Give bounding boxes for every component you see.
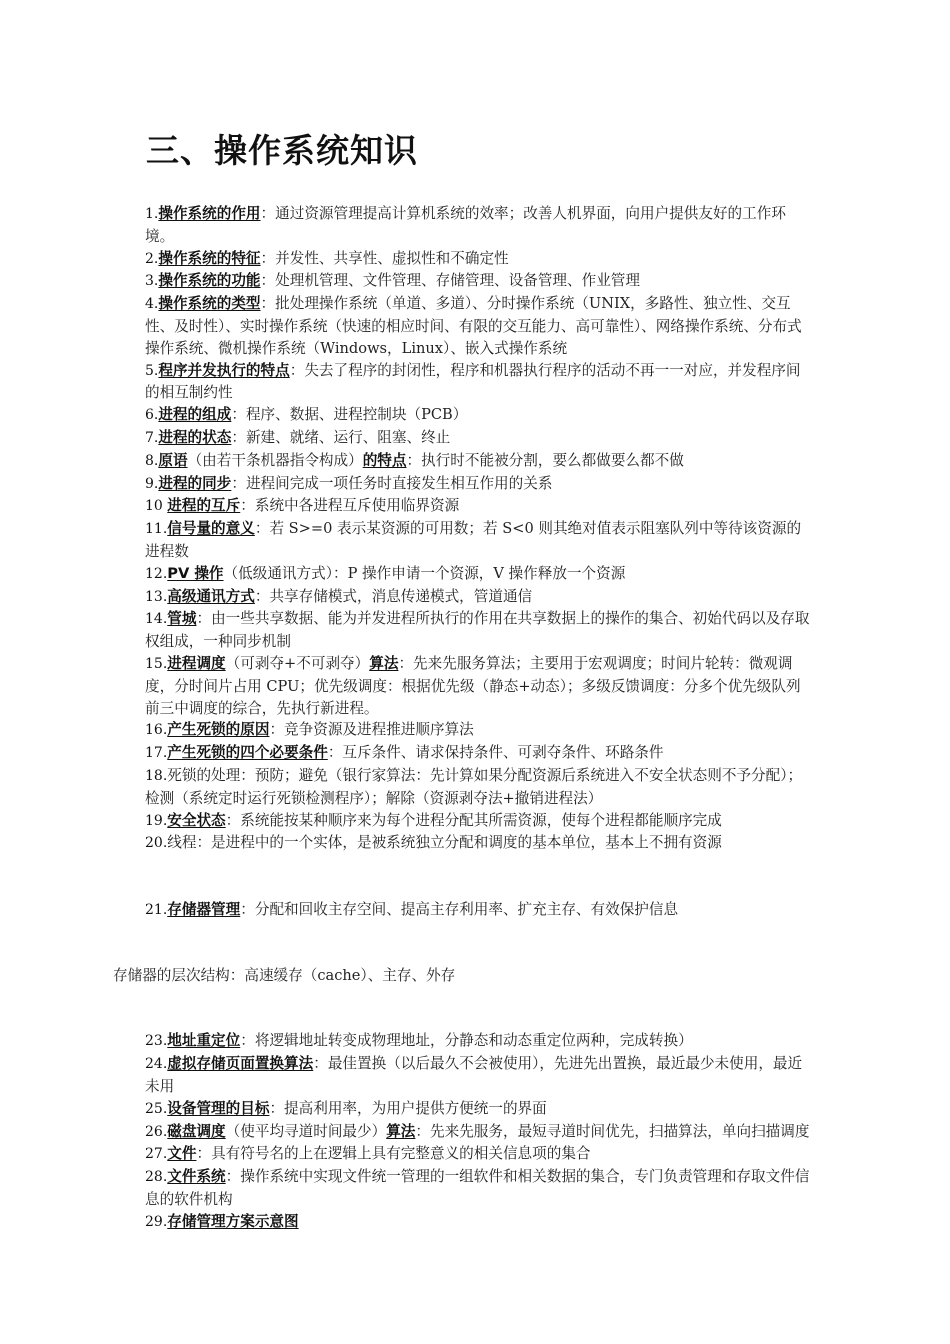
item-number: 25. [145, 1100, 168, 1117]
item-text: ：执行时不能被分割，要么都做要么都不做 [406, 451, 684, 469]
item-number: 27. [145, 1146, 168, 1163]
item-text: ：新建、就绪、运行、阻塞、终止 [231, 428, 451, 446]
item-text: ：将逻辑地址转变成物理地址，分静态和动态重定位两种，完成转换） [240, 1032, 693, 1050]
list-item [145, 563, 813, 586]
item-note: （由若干条机器指令构成） [187, 451, 363, 469]
item-term: 进程调度 [167, 654, 226, 672]
list-item [145, 1143, 813, 1166]
item-note: （使平均寻道时间最少） [225, 1122, 387, 1140]
item-text: ：处理机管理、文件管理、存储管理、设备管理、作业管理 [260, 272, 640, 290]
list-item [145, 1053, 813, 1098]
item-number: 10 [145, 498, 168, 515]
item-term: 程序并发执行的特点 [158, 361, 290, 379]
item-term: 文件 [167, 1145, 197, 1163]
item-text: ：竞争资源及进程推进顺序算法 [269, 721, 474, 739]
item-text: ：操作系统中实现文件统一管理的一组软件和相关数据的集合，专门负责管理和存取文件信息的软件机构 [145, 1168, 810, 1209]
list-item [145, 608, 813, 653]
item-text: ：提高利用率，为用户提供方便统一的界面 [269, 1099, 547, 1117]
item-number: 15. [145, 655, 168, 672]
item-term: 进程的互斥 [167, 497, 241, 515]
list-item [145, 518, 813, 563]
item-text: ：通过资源管理提高计算机系统的效率；改善人机界面，向用户提供友好的工作环境。 [145, 205, 786, 245]
item-number: 9. [145, 475, 159, 492]
item-term: PV 操作 [167, 564, 224, 582]
item-text: ：先来先服务算法；主要用于宏观调度；时间片轮转：微观调度，分时间片占用 CPU；优先级调度：根据优先级（静态+动态）；多级反馈调度：分多个优先级队列前三中调度的综合，先执行新进程。 [145, 654, 801, 717]
item-text: 死锁的处理：预防；避免（银行家算法：先计算如果分配资源后系统进入不安全状态则不予分配）；检测（系统定时运行死锁检测程序）；解除（资源剥夺法+撤销进程法） [145, 766, 803, 807]
item-text: ：互斥条件、请求保持条件、可剥夺条件、环路条件 [327, 744, 664, 762]
item-number: 26. [145, 1123, 168, 1140]
item-term: 算法 [386, 1122, 416, 1140]
item-number: 20. [145, 835, 168, 852]
document-body [113, 203, 813, 1234]
item-term: 的特点 [362, 451, 407, 469]
item-number: 16. [145, 722, 168, 739]
item-number: 6. [145, 407, 159, 424]
item-text: ：先来先服务，最短寻道时间优先，扫描算法，单向扫描调度 [415, 1122, 810, 1140]
item-text: ：并发性、共享性、虚拟性和不确定性 [260, 249, 509, 267]
item-text: ：由一些共享数据、能为并发进程所执行的作用在共享数据上的操作的集合、初始代码以及存取权组成，一种同步机制 [145, 610, 810, 651]
item-term: 地址重定位 [167, 1032, 241, 1050]
item-number: 13. [145, 588, 168, 605]
item-term: 产生死锁的四个必要条件 [167, 744, 328, 762]
item-number: 8. [145, 452, 159, 469]
item-term: 原语 [158, 451, 188, 469]
item-text: ：系统能按某种顺序来为每个进程分配其所需资源，使每个进程都能顺序完成 [225, 811, 722, 829]
list-item [145, 719, 813, 742]
item-text: ：共享存储模式，消息传递模式，管道通信 [254, 587, 533, 605]
list-item [145, 450, 813, 473]
list-item [145, 1121, 813, 1144]
item-term: 磁盘调度 [167, 1122, 226, 1140]
list-item [145, 586, 813, 609]
item-number: 17. [145, 745, 168, 762]
item-note: （可剥夺+不可剥夺） [225, 654, 370, 672]
list-item [145, 360, 813, 405]
item-number: 5. [145, 362, 159, 379]
list-item [145, 1030, 813, 1053]
item-term: 设备管理的目标 [167, 1099, 270, 1117]
list-item [145, 473, 813, 496]
item-text: ：具有符号名的上在逻辑上具有完整意义的相关信息项的集合 [196, 1145, 591, 1163]
list-item [145, 495, 813, 518]
item-number: 2. [145, 250, 159, 267]
item-number: 23. [145, 1033, 168, 1050]
list-item [145, 427, 813, 450]
list-item [145, 832, 813, 855]
item-term: 进程的组成 [158, 406, 232, 424]
item-text: ：程序、数据、进程控制块（PCB） [231, 406, 468, 424]
item-term: 进程的状态 [158, 428, 232, 446]
item-text: ：最佳置换（以后最久不会被使用），先进先出置换，最近最少未使用，最近未用 [145, 1055, 803, 1096]
item-number: 11. [145, 521, 168, 538]
list-item [113, 855, 813, 1030]
item-term: 操作系统的特征 [158, 249, 261, 267]
list-item [145, 248, 813, 271]
item-number: 12. [145, 565, 168, 582]
list-item [145, 1166, 813, 1211]
list-item [145, 203, 813, 248]
list-item [145, 765, 813, 810]
item-line [145, 899, 813, 922]
item-number: 18. [145, 767, 168, 784]
item-number: 21. [145, 901, 168, 918]
item-term: 算法 [369, 654, 399, 672]
item-text: ：若 S>=0 表示某资源的可用数；若 S<0 则其绝对值表示阻塞队列中等待该资源的进程数 [145, 520, 802, 560]
list-item [145, 742, 813, 765]
item-text: ：分配和回收主存空间、提高主存利用率、扩充主存、有效保护信息 [240, 900, 679, 918]
list-item [145, 1098, 813, 1121]
item-number: 29. [145, 1213, 168, 1230]
item-term: 存储管理方案示意图 [167, 1212, 299, 1230]
item-text: ：失去了程序的封闭性，程序和机器执行程序的活动不再一一对应，并发程序间的相互制约性 [145, 361, 801, 402]
item-number: 28. [145, 1169, 168, 1186]
item-term: 信号量的意义 [167, 520, 255, 538]
list-item [145, 653, 813, 719]
item-number: 24. [145, 1056, 168, 1073]
item-term: 操作系统的类型 [158, 295, 261, 313]
item-number: 4. [145, 296, 159, 313]
item-term: 虚拟存储页面置换算法 [167, 1055, 314, 1073]
item-term: 文件系统 [167, 1168, 226, 1186]
item-number: 1. [145, 206, 159, 222]
list-item [145, 1211, 813, 1234]
item-text: 线程：是进程中的一个实体，是被系统独立分配和调度的基本单位，基本上不拥有资源 [167, 834, 722, 852]
item-number: 14. [145, 611, 168, 628]
list-item [145, 810, 813, 833]
item-text: （低级通讯方式）：P 操作申请一个资源，V 操作释放一个资源 [223, 564, 626, 582]
list-item [145, 270, 813, 293]
list-item [145, 404, 813, 427]
item-term: 安全状态 [167, 811, 226, 829]
item-number: 7. [145, 429, 159, 446]
item-term: 高级通讯方式 [167, 587, 255, 605]
item-term: 进程的同步 [158, 474, 232, 492]
item-number: 3. [145, 273, 159, 290]
item-text-secondary: 存储器的层次结构：高速缓存（cache）、主存、外存 [113, 967, 456, 985]
item-term: 管城 [167, 610, 197, 628]
item-term: 操作系统的作用 [158, 205, 261, 222]
item-term: 产生死锁的原因 [167, 721, 270, 739]
list-item [145, 293, 813, 359]
item-text: ：系统中各进程互斥使用临界资源 [240, 497, 460, 515]
item-term: 操作系统的功能 [158, 272, 261, 290]
page-title: 三、操作系统知识 [146, 131, 418, 170]
item-text: ：进程间完成一项任务时直接发生相互作用的关系 [231, 474, 553, 492]
item-term: 存储器管理 [167, 900, 241, 918]
item-number: 19. [145, 812, 168, 829]
item-text: ：批处理操作系统（单道、多道）、分时操作系统（UNIX，多路性、独立性、交互性、及时性）、实时操作系统（快速的相应时间、有限的交互能力、高可靠性）、网络操作系统、分布式操作系统、微机操作系统（Windows，Linux）、嵌入式操作系统 [145, 295, 802, 357]
